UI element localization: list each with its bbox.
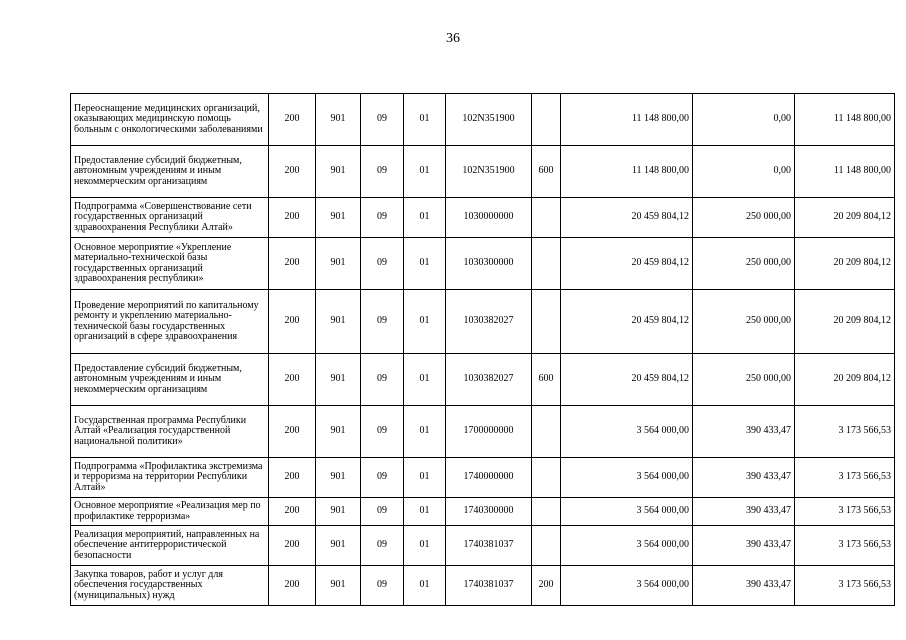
amount-approved: 20 459 804,12 <box>561 238 693 290</box>
code-section: 09 <box>361 290 404 354</box>
code-subsection: 01 <box>404 406 446 458</box>
code-subsection: 01 <box>404 146 446 198</box>
row-name: Проведение мероприятий по капитальному ремонту и укреплению материально-технической базы государственных организаций в сфере здравоохранения <box>71 290 269 354</box>
amount-change: 250 000,00 <box>693 354 795 406</box>
amount-approved: 20 459 804,12 <box>561 290 693 354</box>
amount-change: 390 433,47 <box>693 526 795 566</box>
code-subsection: 01 <box>404 290 446 354</box>
amount-change: 390 433,47 <box>693 458 795 498</box>
table-row <box>71 94 895 146</box>
expense-type <box>532 526 561 566</box>
amount-change: 0,00 <box>693 146 795 198</box>
amount-approved: 3 564 000,00 <box>561 526 693 566</box>
code-ministry: 901 <box>316 526 361 566</box>
amount-change: 390 433,47 <box>693 498 795 526</box>
target-article: 102N351900 <box>446 146 532 198</box>
amount-change: 390 433,47 <box>693 406 795 458</box>
code-subsection: 01 <box>404 198 446 238</box>
target-article: 1030000000 <box>446 198 532 238</box>
target-article: 1740300000 <box>446 498 532 526</box>
code-admin: 200 <box>269 406 316 458</box>
table-row <box>71 458 895 498</box>
code-ministry: 901 <box>316 238 361 290</box>
amount-total: 3 173 566,53 <box>795 566 895 606</box>
amount-total: 20 209 804,12 <box>795 290 895 354</box>
amount-total: 3 173 566,53 <box>795 458 895 498</box>
amount-total: 20 209 804,12 <box>795 198 895 238</box>
target-article: 1740381037 <box>446 526 532 566</box>
row-name: Предоставление субсидий бюджетным, автономным учреждениям и иным некоммерческим организациям <box>71 354 269 406</box>
code-admin: 200 <box>269 146 316 198</box>
row-name: Основное мероприятие «Укрепление материально-технической базы государственных организаций здравоохранения республики» <box>71 238 269 290</box>
target-article: 1740381037 <box>446 566 532 606</box>
code-admin: 200 <box>269 94 316 146</box>
target-article: 1030382027 <box>446 290 532 354</box>
amount-approved: 3 564 000,00 <box>561 566 693 606</box>
code-section: 09 <box>361 94 404 146</box>
code-admin: 200 <box>269 458 316 498</box>
amount-change: 390 433,47 <box>693 566 795 606</box>
expense-type <box>532 198 561 238</box>
amount-total: 3 173 566,53 <box>795 406 895 458</box>
expense-type: 600 <box>532 354 561 406</box>
amount-change: 250 000,00 <box>693 238 795 290</box>
row-name: Государственная программа Республики Алтай «Реализация государственной национальной политики» <box>71 406 269 458</box>
code-subsection: 01 <box>404 566 446 606</box>
target-article: 1030382027 <box>446 354 532 406</box>
table-row <box>71 566 895 606</box>
amount-total: 20 209 804,12 <box>795 354 895 406</box>
table-row <box>71 146 895 198</box>
code-admin: 200 <box>269 198 316 238</box>
table-body <box>71 94 895 606</box>
expense-type <box>532 94 561 146</box>
target-article: 1030300000 <box>446 238 532 290</box>
table-row <box>71 354 895 406</box>
budget-table <box>70 93 895 606</box>
amount-total: 3 173 566,53 <box>795 526 895 566</box>
row-name: Закупка товаров, работ и услуг для обеспечения государственных (муниципальных) нужд <box>71 566 269 606</box>
amount-approved: 3 564 000,00 <box>561 498 693 526</box>
expense-type: 600 <box>532 146 561 198</box>
code-subsection: 01 <box>404 526 446 566</box>
amount-change: 0,00 <box>693 94 795 146</box>
code-subsection: 01 <box>404 94 446 146</box>
code-subsection: 01 <box>404 238 446 290</box>
row-name: Основное мероприятие «Реализация мер по профилактике терроризма» <box>71 498 269 526</box>
code-admin: 200 <box>269 238 316 290</box>
code-subsection: 01 <box>404 498 446 526</box>
expense-type <box>532 238 561 290</box>
expense-type <box>532 290 561 354</box>
code-ministry: 901 <box>316 354 361 406</box>
amount-approved: 11 148 800,00 <box>561 146 693 198</box>
code-ministry: 901 <box>316 458 361 498</box>
code-section: 09 <box>361 198 404 238</box>
table-row <box>71 238 895 290</box>
row-name: Переоснащение медицинских организаций, оказывающих медицинскую помощь больным с онкологическими заболеваниями <box>71 94 269 146</box>
code-section: 09 <box>361 566 404 606</box>
code-section: 09 <box>361 354 404 406</box>
amount-total: 11 148 800,00 <box>795 94 895 146</box>
amount-approved: 20 459 804,12 <box>561 354 693 406</box>
amount-total: 3 173 566,53 <box>795 498 895 526</box>
code-section: 09 <box>361 406 404 458</box>
amount-approved: 3 564 000,00 <box>561 406 693 458</box>
table-row <box>71 526 895 566</box>
amount-approved: 20 459 804,12 <box>561 198 693 238</box>
table-row <box>71 198 895 238</box>
code-ministry: 901 <box>316 94 361 146</box>
row-name: Подпрограмма «Профилактика экстремизма и терроризма на территории Республики Алтай» <box>71 458 269 498</box>
page-number: 36 <box>446 31 460 46</box>
expense-type <box>532 498 561 526</box>
expense-type <box>532 458 561 498</box>
target-article: 102N351900 <box>446 94 532 146</box>
amount-total: 11 148 800,00 <box>795 146 895 198</box>
code-section: 09 <box>361 526 404 566</box>
amount-change: 250 000,00 <box>693 198 795 238</box>
code-section: 09 <box>361 238 404 290</box>
table-row <box>71 290 895 354</box>
code-section: 09 <box>361 498 404 526</box>
code-admin: 200 <box>269 290 316 354</box>
code-admin: 200 <box>269 566 316 606</box>
code-admin: 200 <box>269 526 316 566</box>
code-subsection: 01 <box>404 458 446 498</box>
code-ministry: 901 <box>316 146 361 198</box>
amount-total: 20 209 804,12 <box>795 238 895 290</box>
code-ministry: 901 <box>316 198 361 238</box>
table-row <box>71 498 895 526</box>
target-article: 1740000000 <box>446 458 532 498</box>
amount-approved: 11 148 800,00 <box>561 94 693 146</box>
code-section: 09 <box>361 146 404 198</box>
code-ministry: 901 <box>316 290 361 354</box>
amount-approved: 3 564 000,00 <box>561 458 693 498</box>
expense-type <box>532 406 561 458</box>
code-section: 09 <box>361 458 404 498</box>
amount-change: 250 000,00 <box>693 290 795 354</box>
row-name: Подпрограмма «Совершенствование сети государственных организаций здравоохранения Республики Алтай» <box>71 198 269 238</box>
code-subsection: 01 <box>404 354 446 406</box>
code-ministry: 901 <box>316 406 361 458</box>
table-row <box>71 406 895 458</box>
target-article: 1700000000 <box>446 406 532 458</box>
row-name: Реализация мероприятий, направленных на обеспечение антитеррористической безопасности <box>71 526 269 566</box>
code-admin: 200 <box>269 354 316 406</box>
expense-type: 200 <box>532 566 561 606</box>
code-ministry: 901 <box>316 566 361 606</box>
code-admin: 200 <box>269 498 316 526</box>
code-ministry: 901 <box>316 498 361 526</box>
row-name: Предоставление субсидий бюджетным, автономным учреждениям и иным некоммерческим организациям <box>71 146 269 198</box>
